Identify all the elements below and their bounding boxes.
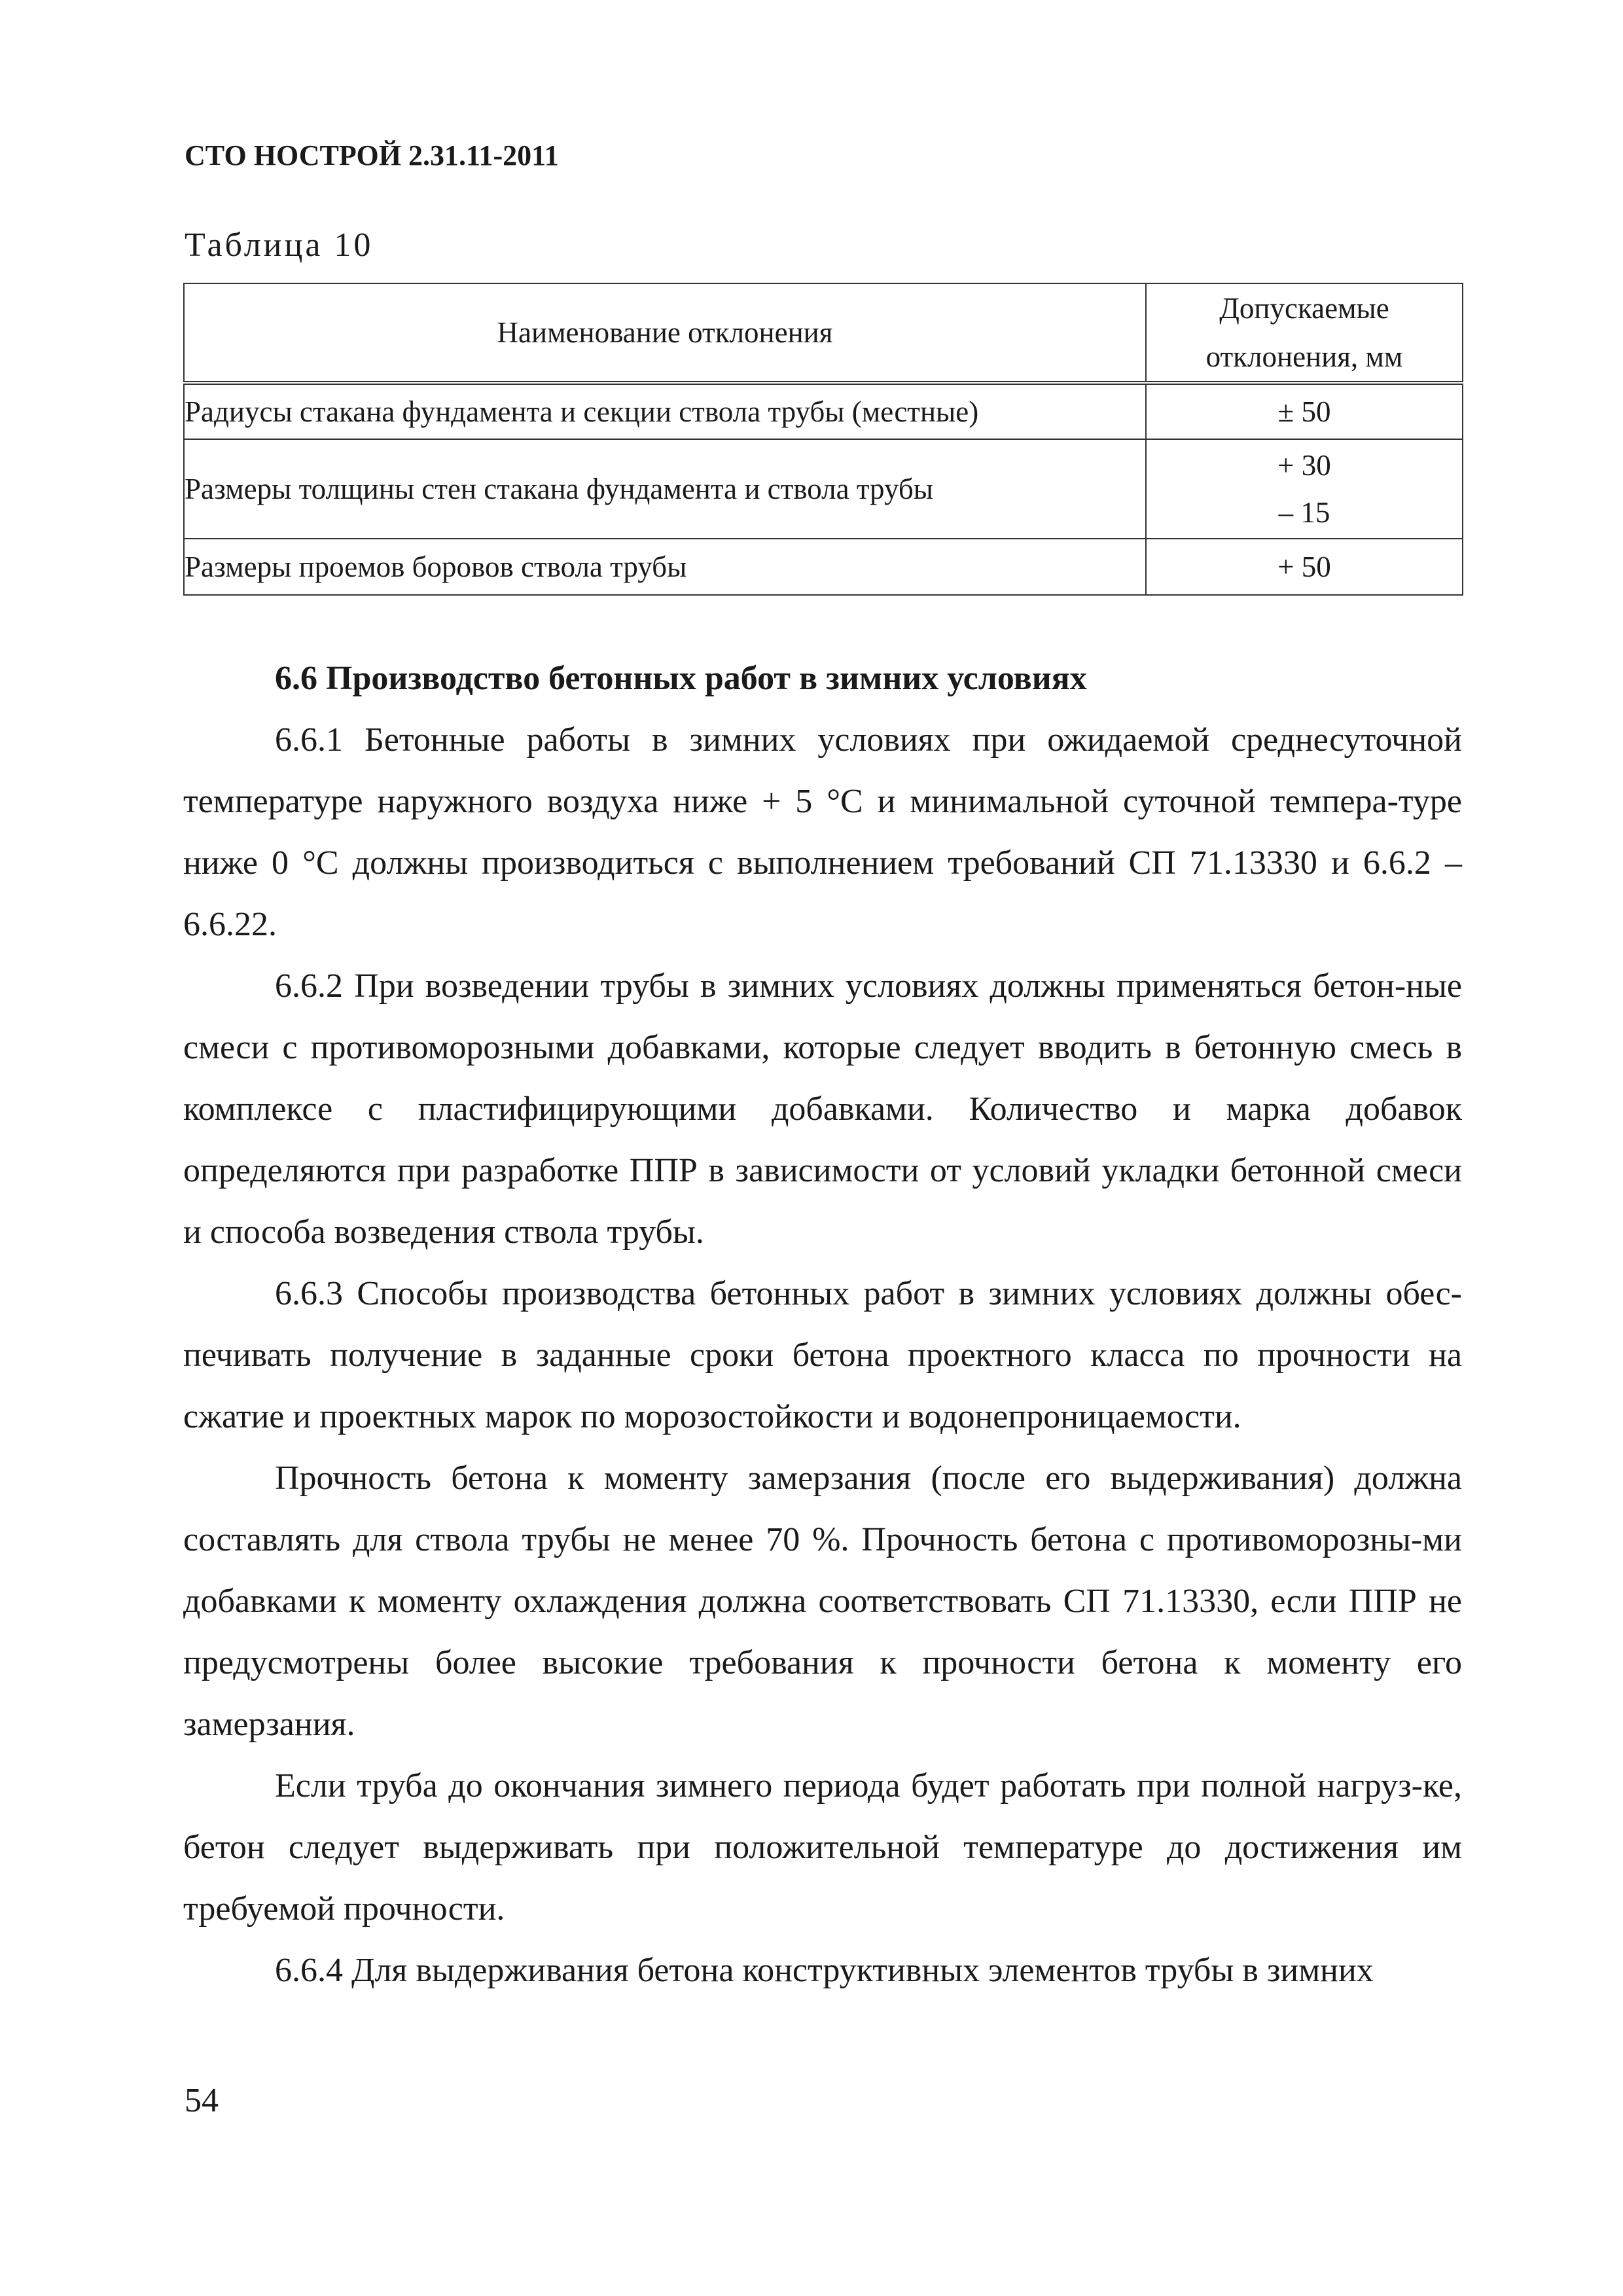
value-upper: + 30 [1277,449,1331,482]
column-header-name: Наименование отклонения [184,283,1146,383]
page-number: 54 [185,2082,219,2119]
row-name-cell: Размеры толщины стен стакана фундамента и ствола трубы [184,439,1146,539]
row-name-cell: Радиусы стакана фундамента и секции ствола трубы (местные) [184,383,1146,439]
paragraph: Прочность бетона к моменту замерзания (после его выдерживания) должна составлять для ствола трубы не менее 70 %. Прочность бетона с противоморозны-ми добавками к моменту охлаждения должна соответствовать СП 71.13330, если ППР не предусмотрены более высокие требования к прочности бетона к моменту его замерзания. [183,1460,1462,1743]
paragraph: 6.6.1 Бетонные работы в зимних условиях при ожидаемой среднесуточной температуре наружного воздуха ниже + 5 °С и минимальной суточной темпера-туре ниже 0 °С должны производиться с выполнением требований СП 71.13330 и 6.6.2 – 6.6.22. [183,721,1462,943]
paragraph: 6.6.3 Способы производства бетонных работ в зимних условиях должны обес-печивать получение в заданные сроки бетона проектного класса по прочности на сжатие и проектных марок по морозостойкости и водонепроницаемости. [183,1275,1462,1435]
document-code-header: СТО НОСТРОЙ 2.31.11-2011 [185,139,559,171]
row-value-cell: ± 50 [1146,383,1463,439]
row-value-cell [1146,439,1463,539]
section-heading: 6.6 Производство бетонных работ в зимних условиях [275,660,1087,697]
row-value-cell: + 50 [1146,539,1463,595]
section-body [183,648,1462,2001]
column-header-value-line2: отклонения, мм [1205,340,1403,373]
paragraph: Если труба до окончания зимнего периода будет работать при полной нагруз-ке, бетон следует выдерживать при положительной температуре до достижения им требуемой прочности. [183,1767,1462,1928]
table-row [184,383,1463,439]
column-header-value [1146,283,1463,383]
paragraph: 6.6.2 При возведении трубы в зимних условиях должны применяться бетон-ные смеси с противоморозными добавками, которые следует вводить в бетонную смесь в комплексе с пластифицирующими добавками. Количество и марка добавок определяются при разработке ППР в зависимости от условий укладки бетонной смеси и способа возведения ствола трубы. [183,967,1462,1251]
value-lower: – 15 [1278,496,1330,529]
row-name-cell: Размеры проемов боровов ствола трубы [184,539,1146,595]
paragraph: 6.6.4 Для выдерживания бетона конструктивных элементов трубы в зимних [275,1952,1374,1989]
table-row [184,539,1463,595]
table-caption: Таблица 10 [185,226,374,264]
table-header-row [184,283,1463,383]
deviations-table [183,283,1463,596]
table-row [184,439,1463,539]
column-header-value-line1: Допускаемые [1219,292,1389,325]
